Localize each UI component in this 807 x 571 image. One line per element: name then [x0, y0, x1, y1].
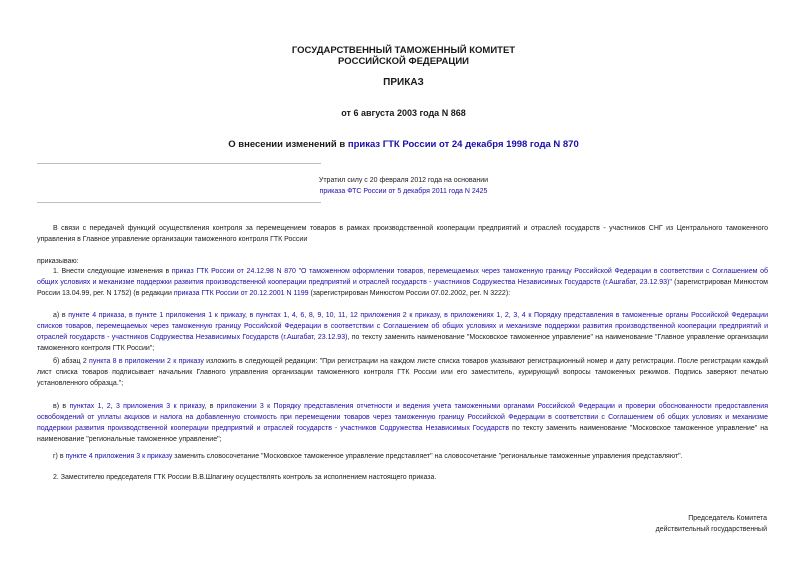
clause-1v-text-b: , в	[204, 403, 217, 410]
clause-1-link-order-1199[interactable]: приказа ГТК России от 20.12.2001 N 1199	[173, 290, 309, 297]
clause-1v-link-appendix-3[interactable]: пунктах 1, 2, 3 приложения 3 к приказу	[69, 403, 205, 410]
clause-1a-text-a: а) в	[53, 312, 69, 319]
clause-1-text-a: 1. Внести следующие изменения в	[53, 268, 172, 275]
document-date-number: от 6 августа 2003 года N 868	[341, 108, 466, 118]
clause-1v-text-c: по тексту заменить наименование "Московское таможенное управление" на наименование "региональные таможенное управление";	[37, 425, 768, 443]
clause-2: 2. Заместителю председателя ГТК России В.В.Шпагину осуществлять контроль за исполнением настоящего приказа.	[53, 474, 437, 481]
signature-title-line2: действительный государственный	[655, 526, 767, 533]
document-title	[0, 139, 807, 150]
clause-1g-text-b: заменить словосочетание "Московское таможенное управление представляет" на словосочетание "региональные таможенные управления представляют".	[172, 453, 683, 460]
clause-1v-link-procedure[interactable]: приложении 3 к Порядку представления отчетности и ведения учета таможенными органами Российской Федерации и проверки обоснованности предоставления освобождений от уплаты акцизов и налога на добавленную стоимость при перемещении товаров через таможенную границу Российской Федерации в соответствии с Соглашением об общих условиях и механизме поддержки развития производственной кооперации предприятий и отраслей государств - участников Содружества Независимых Государств	[37, 403, 768, 432]
amended-order-link[interactable]: приказ ГТК России от 24 декабря 1998 года N 870	[347, 139, 579, 150]
clause-1g-link[interactable]: пункте 4 приложения 3 к приказу	[65, 453, 173, 460]
preamble-paragraph: В связи с передачей функций осуществления контроля за перемещением товаров в рамках производственной кооперации предприятий и отраслей государств - участников СНГ из Центрального таможенного управления в Главное управление организации таможенного контроля ГТК России	[37, 225, 768, 243]
clause-1b	[37, 356, 768, 389]
divider-top	[37, 163, 321, 164]
clause-1-link-order-870[interactable]: приказ ГТК России от 24.12.98 N 870 "О таможенном оформлении товаров, перемещаемых через таможенную границу Российской Федерации в соответствии с Соглашением об общих условиях и механизме поддержки развития производственной кооперации предприятий и отраслей государств - участников Содружества Независимых Государств (г.Ашгабат, 23.12.93)"	[37, 268, 768, 286]
status-note-line1: Утратил силу с 20 февраля 2012 года на основании	[318, 177, 489, 184]
clause-1	[37, 266, 768, 299]
divider-bottom	[37, 202, 321, 203]
signature-title-line1: Председатель Комитета	[688, 515, 767, 522]
clause-1b-link[interactable]: пункта 8 в приложении 2 к приказу	[89, 358, 204, 365]
clause-1b-text-a: б) абзац 2	[53, 358, 90, 365]
clause-1-text-c: (зарегистрирован Минюстом России 07.02.2002, рег. N 3222):	[308, 290, 511, 297]
repeal-order-link[interactable]: приказа ФТС России от 5 декабря 2011 года N 2425	[319, 188, 488, 195]
clause-1-text-b: (зарегистрирован Минюстом России 13.04.99, рег. N 1752) (в редакции	[37, 279, 768, 297]
clause-1v-text-a: в) в	[53, 403, 70, 410]
clause-1g-text-a: г) в	[53, 453, 66, 460]
clause-1a-link[interactable]: пункте 4 приказа, в пункте 1 приложения 1 к приказу, в пунктах 1, 4, 6, 8, 9, 10, 11, 12 приложения 2 к приказу, в приложениях 1, 2, 3, 4 к Порядку представления в таможенные органы Российской Федерации списков товаров, перемещаемых через таможенную границу Российской Федерации в соответствии с Соглашением об общих условиях и механизме поддержки развития производственной кооперации предприятий и отраслей государств - участников Содружества Независимых Государств (г.Ашгабат, 23.12.93)	[37, 312, 768, 341]
document-type: ПРИКАЗ	[383, 77, 424, 88]
status-note-line2	[0, 186, 807, 197]
clause-1a	[37, 310, 768, 354]
agency-name-line2: РОССИЙСКОЙ ФЕДЕРАЦИИ	[337, 56, 469, 67]
title-prefix: О внесении изменений в	[228, 139, 348, 150]
clause-1a-text-b: , по тексту заменить наименование "Московское таможенное управление" на наименование "Главное управление организации таможенного контроля ГТК России";	[37, 334, 768, 352]
clause-1g	[37, 451, 768, 462]
agency-name-line1: ГОСУДАРСТВЕННЫЙ ТАМОЖЕННЫЙ КОМИТЕТ	[291, 45, 516, 56]
clause-1v	[37, 401, 768, 445]
order-word: приказываю:	[37, 258, 79, 265]
clause-1b-text-b: изложить в следующей редакции: "При регистрации на каждом листе списка товаров указывают регистрационный номер и дату регистрации. После регистрации каждый лист списка товаров подписывает начальник Главного управления организации таможенного контроля ГТК России или его заместитель, курирующий вопросы таможенных режимов. Подпись заверяют печатью установленного образца.";	[37, 358, 768, 387]
